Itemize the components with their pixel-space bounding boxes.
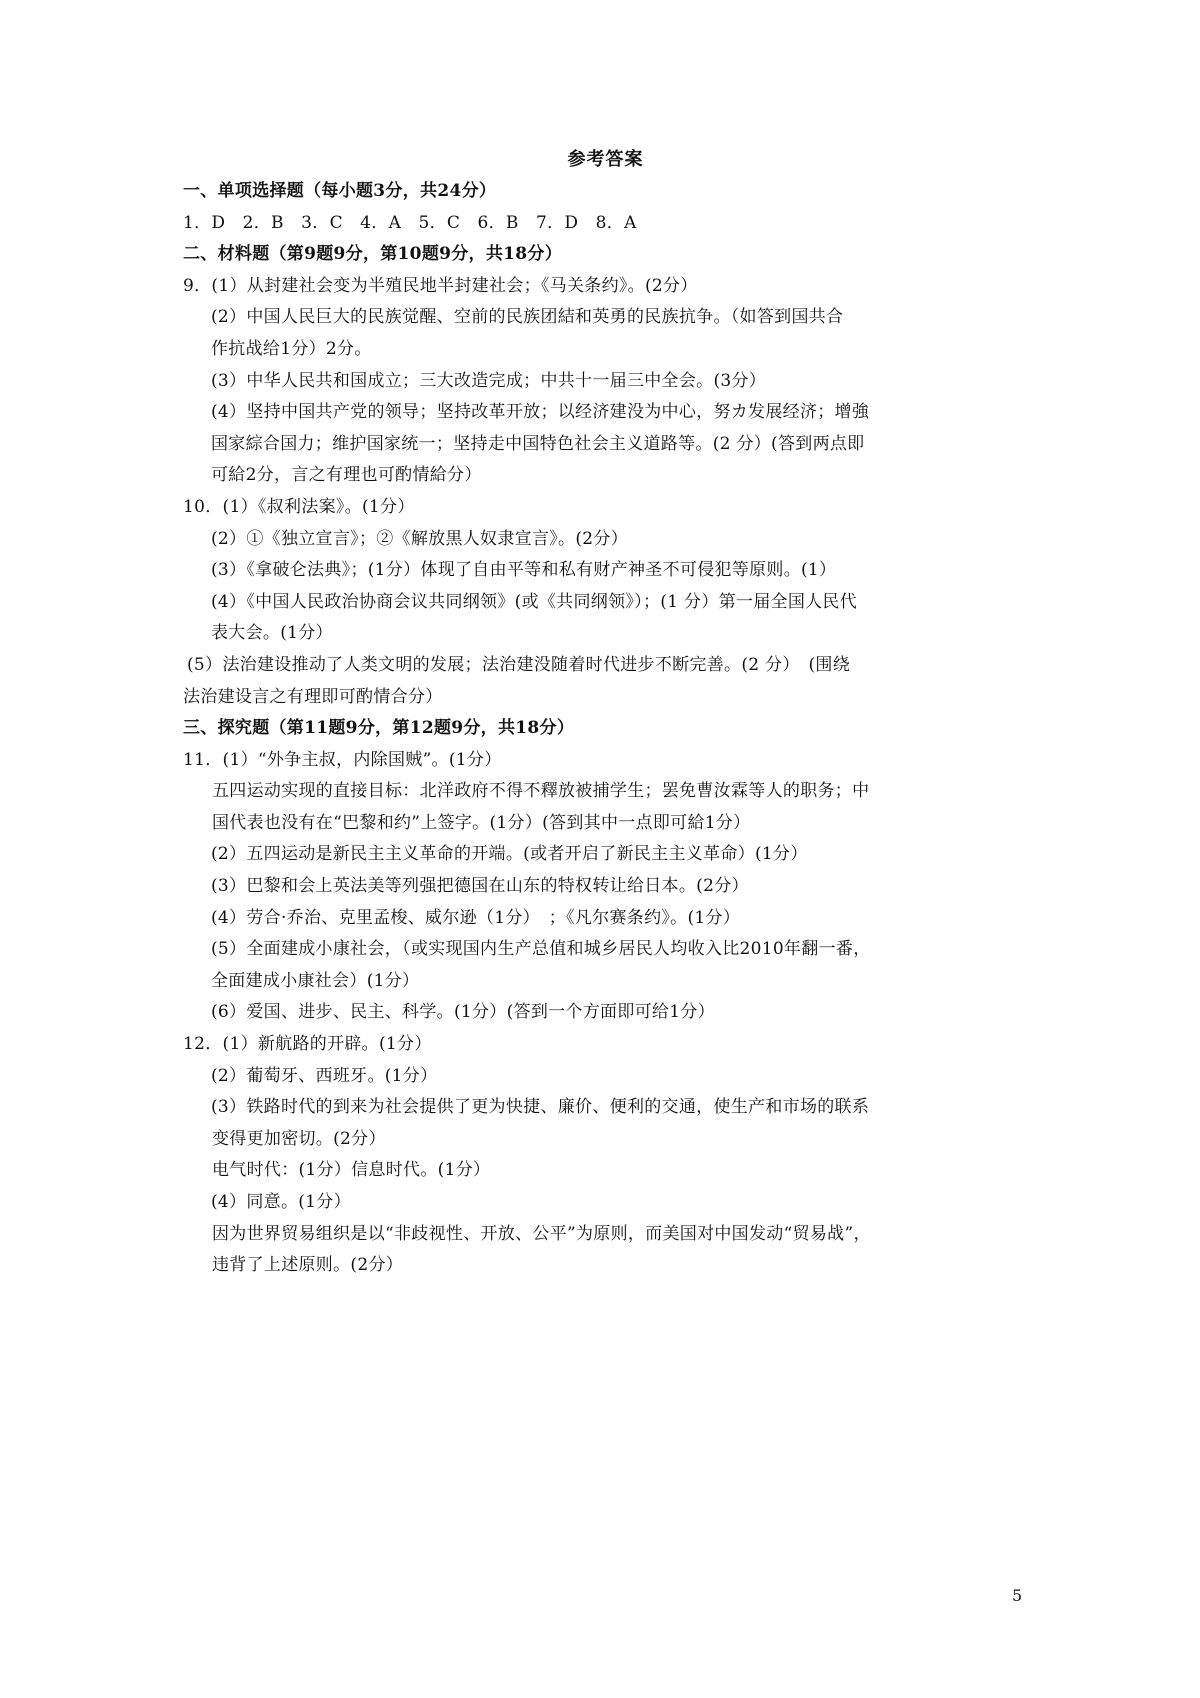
answer-line: (3）铁路时代的到来为社会提供了更为快捷、廉价、便利的交通，使生产和市场的联系	[211, 1097, 870, 1118]
answer-sheet	[183, 144, 1028, 1282]
answer-line: 10．(1）《叔利法案》。(1分）	[183, 496, 415, 517]
answer-line: (2）五四运动是新民主主义革命的开端。(或者开启了新民主主义革命）(1分）	[211, 844, 808, 865]
answer-line: 表大会。(1分）	[211, 623, 333, 644]
answer-line: (6）爱国、进步、民主、科学。(1分）(答到一个方面即可给1分）	[211, 1002, 715, 1023]
answer-line: 变得更加密切。(2分）	[212, 1128, 386, 1149]
answer-line: (4）坚持中国共产党的领导；坚持改革开放；以经济建没为中心，努カ发展经济；增強	[211, 402, 870, 423]
answer-line: (3）巴黎和会上英法美等列强把德国在山东的特权转让给日本。(2分）	[211, 876, 749, 897]
answer-line: (3）《拿破仑法典》；(1分）体现了自由平等和私有财产神圣不可侵犯等原则。(1）	[211, 560, 837, 581]
section-heading-3: 三、探究题（第11题9分，第12题9分，共18分）	[183, 718, 575, 739]
answer-line: 因为世界贸易组织是以“非歧视性、开放、公平”为原则，而美国对中国发动“贸易战”，	[212, 1223, 871, 1244]
answer-line: 违背了上述原则。(2分）	[212, 1255, 404, 1276]
answer-line: 1．D 2．B 3．C 4．A 5．C 6．B 7．D 8．A	[183, 212, 637, 233]
section-heading-2: 二、材料题（第9题9分，第10题9分，共18分）	[183, 244, 562, 265]
answer-line: 电气时代：(1分）信息时代。(1分）	[212, 1160, 491, 1181]
answer-line: (2）中国人民巨大的民族觉醒、空前的民族团結和英勇的民族抗争。（如答到国共合	[211, 307, 844, 328]
answer-line: 9．(1）从封建社会变为半殖民地半封建社会；《马关条约》。(2分）	[183, 275, 698, 296]
answer-line: 国代表也没有在“巴黎和约”上签字。(1分）(答到其中一点即可給1分）	[212, 812, 751, 833]
answer-line: (4）劳合·乔治、克里孟梭、威尔逊（1分） ；《凡尔赛条约》。(1分）	[211, 907, 741, 928]
answer-line: 11．(1）“外争主叔，内除国贼”。(1分）	[183, 749, 502, 770]
answer-line: 国家綜合国力；维护国家统一；坚持走中国特色社会主义道路等。(2 分）(答到两点即	[211, 433, 865, 454]
section-heading-1: 一、单项选择题（每小题3分，共24分）	[183, 181, 497, 201]
answer-line: 可給2分，言之有理也可酌情給分）	[211, 465, 482, 486]
answer-line: (4）同意。(1分）	[211, 1192, 351, 1212]
answer-line: (3）中华人民共和国成立；三大改造完成；中共十一届三中全会。(3分）	[211, 370, 767, 391]
page-number: 5	[1012, 1586, 1023, 1605]
answer-line: (2）葡萄牙、西班牙。(1分）	[211, 1065, 438, 1086]
answer-line: 五四运动实现的直接目标：北洋政府不得不釋放被捕学生；罢免曹汝霖等人的职务；中	[212, 781, 870, 802]
answer-line: 作抗战给1分）2分。	[211, 338, 372, 359]
answer-line: (5）法治建设推动了人类文明的发展；法治建没随着时代进步不断完善。(2 分） (围绕	[187, 654, 851, 675]
answer-line: 法治建设言之有理即可酌情合分）	[183, 686, 443, 707]
answer-line: 全面建成小康社会）(1分）	[211, 970, 420, 991]
answer-line: 12．(1）新航路的开辟。(1分）	[183, 1034, 432, 1055]
page-title: 参考答案	[567, 149, 644, 170]
answer-line: (2）①《独立宣言》；②《解放黒人奴隶宣言》。(2分）	[211, 528, 628, 549]
answer-line: (4）《中国人民政治协商会议共同纲领》(或《共同纲领》）；(1 分）第一届全国人民代	[211, 591, 858, 612]
answer-line: (5）全面建成小康社会，（或实现国内生产总值和城乡居民人均收入比2010年翻一番，	[211, 939, 871, 960]
